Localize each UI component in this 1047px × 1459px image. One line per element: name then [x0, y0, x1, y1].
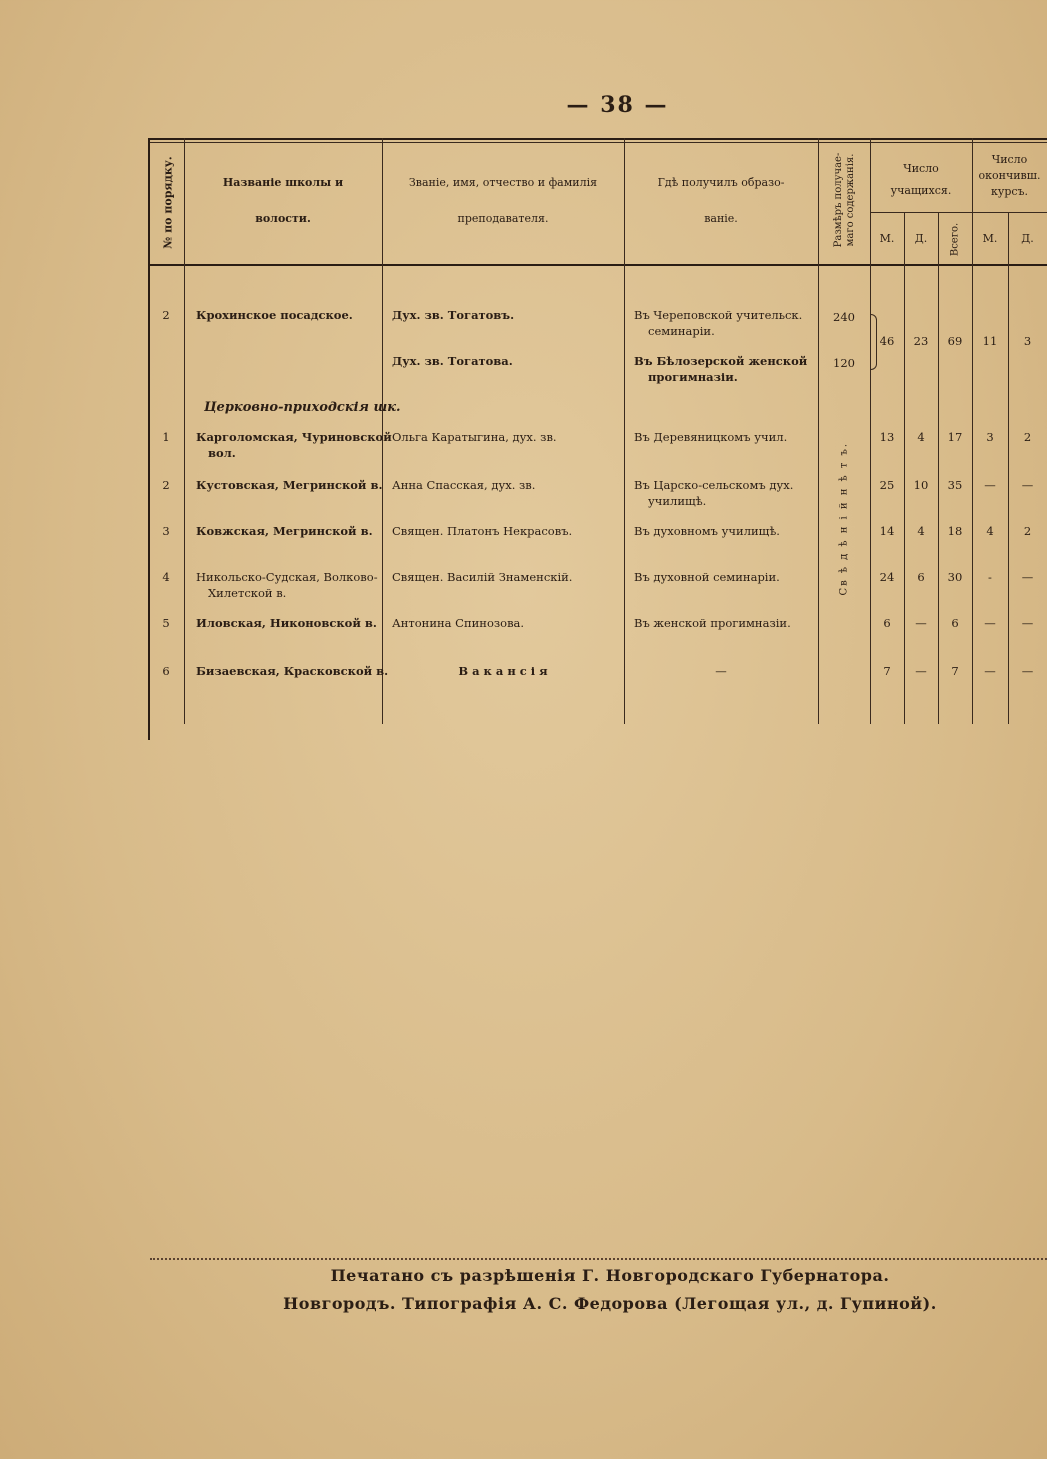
teacher-name: Антонина Спинозова. [392, 616, 525, 630]
teacher-name: Священ. Платонъ Некрасовъ. [392, 524, 573, 538]
col-line [904, 212, 905, 724]
row-number: 3 [162, 524, 170, 538]
count-grad-d: 3 [1023, 334, 1032, 348]
count-grad-m: — [984, 616, 996, 630]
school-name: Бизаевская, Красковской в. [196, 664, 389, 678]
count-grad-m: 11 [982, 334, 998, 348]
count-total: 35 [947, 478, 963, 492]
row-number: 2 [162, 308, 170, 322]
count-d: 4 [917, 524, 925, 538]
count-d: 6 [917, 570, 925, 584]
count-grad-d: 2 [1023, 524, 1032, 538]
count-grad-m: — [984, 478, 996, 492]
count-grad-d: — [1021, 570, 1034, 584]
count-grad-m: 4 [986, 524, 994, 538]
teacher-name: Дух. зв. Тогатова. [392, 354, 513, 368]
count-m: 46 [879, 334, 895, 348]
header-grad-1: Число [991, 153, 1028, 166]
row-number: 1 [162, 430, 170, 444]
school-table [148, 138, 1047, 740]
count-d: 4 [917, 430, 925, 444]
header-salary-1: Размѣръ получае- [833, 152, 844, 248]
education: — [715, 664, 727, 678]
header-number: № по порядку. [161, 156, 175, 249]
school-name: Ковжская, Мегринской в. [196, 524, 373, 538]
footer-censorship: Печатано съ разрѣшенія Г. Новгородскаго Губернатора. [330, 1266, 890, 1285]
education: Въ Царско-сельскомъ дух. [634, 478, 794, 492]
header-school-1: Названіе школы и [222, 176, 344, 189]
count-m: 13 [879, 430, 895, 444]
count-m: 6 [883, 616, 891, 630]
count-m: 7 [883, 664, 891, 678]
header-bottom-rule [148, 264, 1047, 266]
count-total: 69 [947, 334, 963, 348]
section-title: Церковно-приходскія шк. [204, 400, 401, 415]
header-m: М. [879, 232, 895, 245]
salary-no-info: Св ѣ д ѣ н і й н ѣ т ъ. [838, 441, 850, 596]
row-number: 6 [162, 664, 170, 678]
count-total: 30 [947, 570, 963, 584]
col-line [938, 212, 939, 724]
count-grad-d: — [1021, 616, 1034, 630]
education: Въ духовномъ училищѣ. [634, 524, 780, 538]
education: Въ духовной семинаріи. [634, 570, 780, 584]
salary: 120 [833, 356, 855, 370]
count-m: 25 [879, 478, 895, 492]
teacher-name: В а к а н с і я [458, 664, 548, 678]
header-education-2: ваніе. [704, 212, 738, 225]
education: семинаріи. [648, 324, 715, 338]
header-education-1: Гдѣ получилъ образо- [657, 176, 785, 189]
salary: 240 [833, 310, 855, 324]
education: прогимназіи. [648, 370, 738, 384]
count-m: 14 [879, 524, 895, 538]
count-d: — [915, 616, 927, 630]
row-number: 4 [162, 570, 170, 584]
count-grad-d: — [1021, 478, 1034, 492]
header-grad-3: курсъ. [990, 185, 1029, 198]
education: Въ Череповской учительск. [634, 308, 803, 322]
teacher-name: Священ. Василій Знаменскій. [392, 570, 573, 584]
header-grad-m: М. [982, 232, 998, 245]
school-name-cont: вол. [208, 446, 236, 460]
education: Въ Бѣлозерской женской [634, 354, 808, 368]
footer-divider [150, 1250, 1047, 1260]
count-total: 7 [951, 664, 959, 678]
teacher-name: Анна Спасская, дух. зв. [392, 478, 536, 492]
education: Въ женской прогимназіи. [634, 616, 791, 630]
header-grad-d: Д. [1021, 232, 1034, 245]
count-grad-d: — [1021, 664, 1034, 678]
header-salary-2: маго содержанія. [845, 153, 856, 247]
count-d: 10 [913, 478, 929, 492]
count-m: 24 [879, 570, 895, 584]
header-d: Д. [914, 232, 928, 245]
school-name: Карголомская, Чуриновской [196, 430, 392, 444]
school-name: Никольско-Судская, Волково- [196, 570, 378, 584]
col-line [818, 138, 819, 724]
header-students-1: Число [903, 162, 939, 175]
count-grad-m: - [988, 570, 992, 584]
education: училищѣ. [648, 494, 707, 508]
header-teacher-2: преподавателя. [457, 212, 549, 225]
school-name: Кустовская, Мегринской в. [196, 478, 383, 492]
count-total: 17 [947, 430, 963, 444]
count-d: — [915, 664, 927, 678]
teacher-name: Ольга Каратыгина, дух. зв. [392, 430, 557, 444]
header-grad-2: окончивш. [978, 169, 1041, 182]
teacher-name: Дух. зв. Тогатовъ. [392, 308, 515, 322]
count-grad-m: — [984, 664, 996, 678]
school-name: Крохинское посадское. [196, 308, 353, 322]
row-number: 5 [162, 616, 170, 630]
count-grad-d: 2 [1023, 430, 1032, 444]
count-total: 6 [951, 616, 959, 630]
count-total: 18 [947, 524, 963, 538]
school-name: Иловская, Никоновской в. [196, 616, 377, 630]
count-d: 23 [913, 334, 929, 348]
header-teacher-1: Званіе, имя, отчество и фамилія [408, 176, 598, 189]
count-grad-m: 3 [986, 430, 994, 444]
education: Въ Деревяницкомъ учил. [634, 430, 788, 444]
header-salary [833, 145, 857, 255]
footer-printer: Новгородъ. Типографія А. С. Федорова (Легощая ул., д. Гупиной). [283, 1294, 937, 1313]
table-top-rule-2 [148, 142, 1047, 143]
header-students-2: учащихся. [890, 184, 952, 197]
col-line [1008, 212, 1009, 724]
header-total: Всего. [949, 222, 961, 257]
school-name-cont: Хилетской в. [208, 586, 287, 600]
page-number: — 38 — [566, 92, 669, 118]
table-top-rule [148, 138, 1047, 140]
row-number: 2 [162, 478, 170, 492]
header-school-2: волости. [255, 212, 311, 225]
